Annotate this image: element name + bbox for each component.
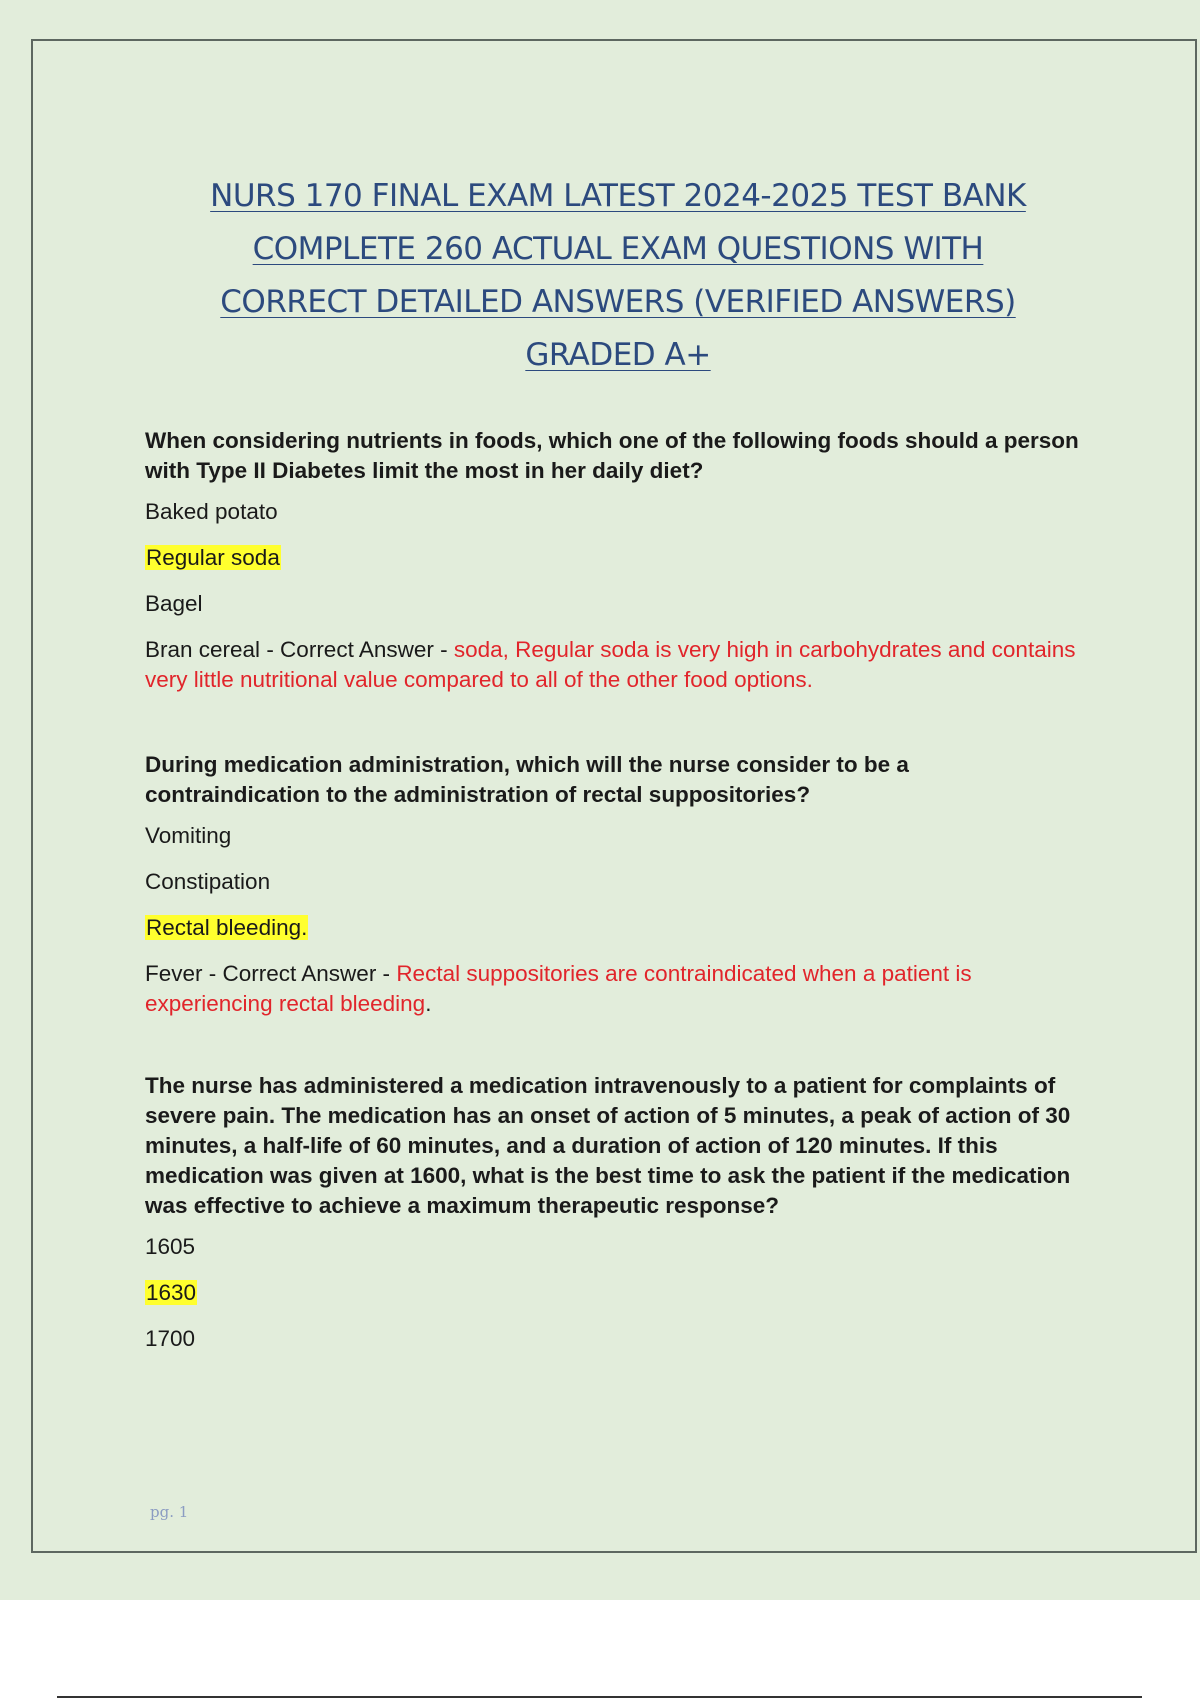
title-line-4: GRADED A+ <box>525 337 711 373</box>
title-line-2: COMPLETE 260 ACTUAL EXAM QUESTIONS WITH <box>252 231 984 267</box>
question-text: When considering nutrients in foods, which one of the following foods should a person with Type II Diabetes limit the most in her daily diet? <box>145 428 1079 483</box>
answer-option <box>145 1232 1090 1262</box>
answer-option <box>145 867 1090 897</box>
question-text: The nurse has administered a medication intravenously to a patient for complaints of severe pain. The medication has an onset of action of 5 minutes, a peak of action of 30 minutes, a half-life of 60 minutes, and a duration of action of 120 minutes. If this medication was given at 1600, what is the best time to ask the patient if the medication was effective to achieve a maximum therapeutic response? <box>145 1073 1071 1218</box>
option-text: Bagel <box>145 591 203 616</box>
highlighted-option-text: Rectal bleeding. <box>146 915 308 940</box>
bottom-divider <box>57 1696 1142 1698</box>
answer-option-correct <box>145 913 1090 943</box>
option-text: Baked potato <box>145 499 278 524</box>
question-list <box>145 426 1090 1409</box>
answer-suffix: . <box>425 991 432 1016</box>
highlighted-option-text: 1630 <box>146 1280 197 1305</box>
correct-answer-explanation: Rectal suppositories are contraindicated when a patient is experiencing rectal bleeding <box>145 961 972 1016</box>
question-block-3 <box>145 1071 1090 1354</box>
correct-answer-label: - Correct Answer - <box>260 637 454 662</box>
correct-answer-label: - Correct Answer - <box>202 961 397 986</box>
option-text: 1700 <box>145 1326 196 1351</box>
answer-option <box>145 821 1090 851</box>
option-text: Bran cereal <box>145 637 261 662</box>
highlighted-option-text: Regular soda <box>146 545 280 570</box>
question-block-2 <box>145 750 1090 1019</box>
option-text: Constipation <box>145 869 271 894</box>
question-block-1 <box>145 426 1090 695</box>
answer-option <box>145 1324 1090 1354</box>
answer-option <box>145 497 1090 527</box>
correct-answer-explanation: soda, Regular soda is very high in carbohydrates and contains very little nutritional value compared to all of the other food options. <box>145 637 1076 692</box>
answer-option <box>145 589 1090 619</box>
answer-option-correct <box>145 1278 1090 1308</box>
answer-line <box>145 635 1090 695</box>
title-line-3: CORRECT DETAILED ANSWERS (VERIFIED ANSWERS) <box>220 284 1016 320</box>
option-text: 1605 <box>145 1234 196 1259</box>
answer-line <box>145 959 1090 1019</box>
option-text: Vomiting <box>145 823 232 848</box>
option-text: Fever <box>145 961 203 986</box>
answer-option-correct <box>145 543 1090 573</box>
question-text: During medication administration, which will the nurse consider to be a contraindication to the administration of rectal suppositories? <box>145 752 909 807</box>
page-number: pg. 1 <box>150 1503 189 1521</box>
document-title <box>150 170 1086 382</box>
title-line-1: NURS 170 FINAL EXAM LATEST 2024-2025 TEST BANK <box>210 178 1026 214</box>
